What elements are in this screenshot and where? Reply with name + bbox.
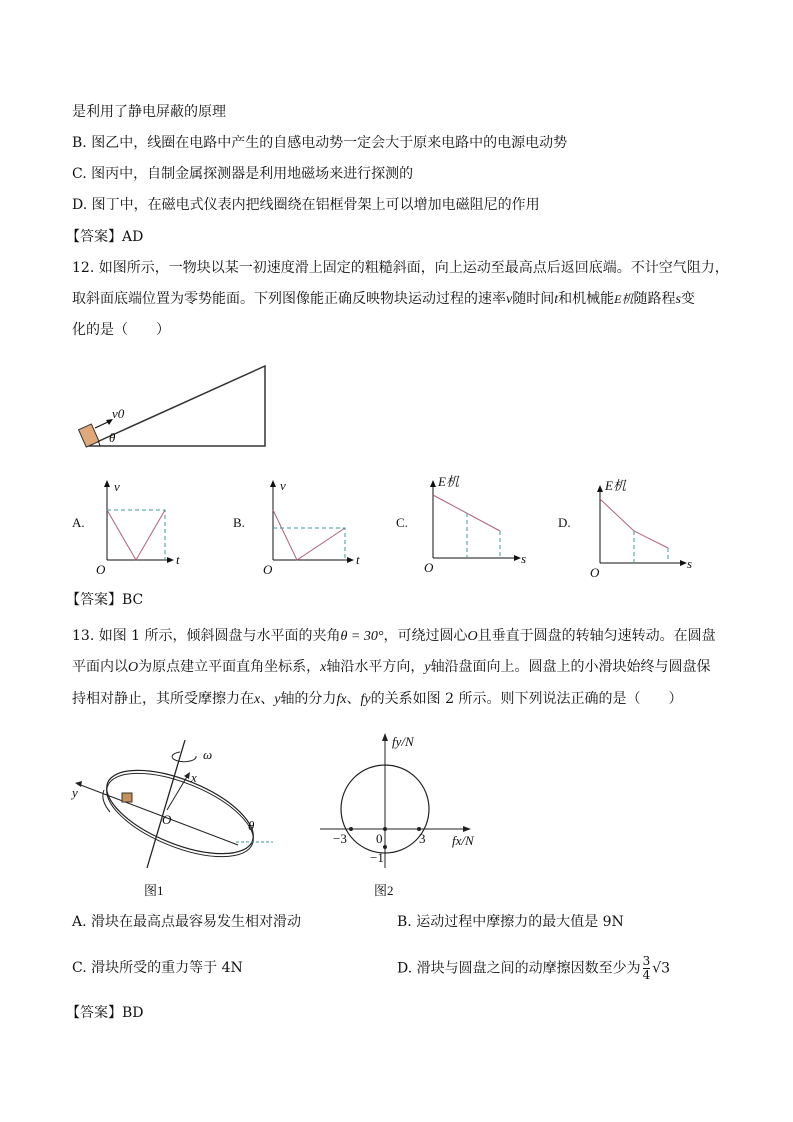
q12-stem-line3: 化的是（ ） xyxy=(72,322,170,338)
var-e: E机 xyxy=(614,292,634,306)
q13-option-b: B. 运动过程中摩擦力的最大值是 9N xyxy=(397,914,624,930)
label-theta: θ xyxy=(248,818,255,833)
axis-label-x: s xyxy=(521,551,527,566)
label-x: x xyxy=(191,770,197,785)
text: 变 xyxy=(680,291,695,307)
tick-neg3: −3 xyxy=(333,831,347,846)
text: 且垂直于圆盘的转轴匀速转动。在圆盘 xyxy=(477,628,716,644)
var-s: s xyxy=(675,292,681,307)
q13-answer xyxy=(66,1003,144,1023)
var-x: x xyxy=(320,660,327,675)
tick-pos3: 3 xyxy=(419,831,426,846)
caption-fig1: 图1 xyxy=(144,883,164,898)
var-fx: fx xyxy=(336,692,347,707)
text: 、 xyxy=(260,691,275,707)
q12-stem-line1: 12. 如图所示，一物块以某一初速度滑上固定的粗糙斜面，向上运动至最高点后返回底端。不计空气阻力， xyxy=(72,260,729,276)
axis-label-y: v xyxy=(280,478,286,493)
q11-continuation: 是利用了静电屏蔽的原理 xyxy=(72,104,226,120)
theta-equation: θ = 30° xyxy=(340,629,384,644)
var-o: O xyxy=(467,629,478,644)
var-y: y xyxy=(424,660,431,675)
label-omega: ω xyxy=(203,747,213,762)
axis-label-y: E机 xyxy=(605,478,626,493)
q11-option-d: D. 图丁中，在磁电式仪表内把线圈绕在铝框骨架上可以增加电磁阻尼的作用 xyxy=(72,197,540,213)
answer-value: BC xyxy=(122,592,144,608)
text: 为原点建立平面直角坐标系， xyxy=(138,659,321,675)
var-y: y xyxy=(274,692,281,707)
text: 随路程 xyxy=(633,291,676,307)
text: 、 xyxy=(346,691,361,707)
var-t: t xyxy=(554,292,559,307)
answer-label: 【答案】 xyxy=(66,1005,122,1021)
origin-label: O xyxy=(424,560,434,575)
option-label: B. xyxy=(233,515,245,530)
fraction xyxy=(643,955,651,982)
answer-label: 【答案】 xyxy=(66,229,122,245)
caption-fig2: 图2 xyxy=(374,883,394,898)
label-theta: θ xyxy=(109,430,116,445)
sqrt: √3 xyxy=(652,960,671,977)
label-y: y xyxy=(72,785,78,800)
var-x: x xyxy=(254,692,261,707)
text: 轴沿盘面向上。圆盘上的小滑块始终与圆盘保 xyxy=(430,659,711,675)
q11-option-b: B. 图乙中，线圈在电路中产生的自感电动势一定会大于原来电路中的电源电动势 xyxy=(72,135,568,151)
origin-label: O xyxy=(263,562,273,577)
answer-value: BD xyxy=(122,1005,144,1021)
axis-label-fx: fx/N xyxy=(452,833,474,848)
option-label: C. xyxy=(396,515,408,530)
axis-label-x: t xyxy=(176,552,180,567)
text: 13. 如图 1 所示，倾斜圆盘与水平面的夹角 xyxy=(72,628,341,644)
text: 轴沿水平方向， xyxy=(326,659,425,675)
var-v: v xyxy=(506,292,513,307)
text: 和机械能 xyxy=(558,291,615,307)
text: 随时间 xyxy=(512,291,555,307)
q11-option-c: C. 图丙中，自制金属探测器是利用地磁场来进行探测的 xyxy=(72,166,414,182)
label-o: O xyxy=(162,812,172,827)
text: 的关系如图 2 所示。则下列说法正确的是（ ） xyxy=(370,691,683,707)
text: D. 滑块与圆盘之间的动摩擦因数至少为 xyxy=(397,960,641,977)
label-v0: v0 xyxy=(112,406,125,421)
axis-label-x: t xyxy=(356,552,360,567)
text: 平面内以 xyxy=(72,659,128,675)
q13-option-a: A. 滑块在最高点最容易发生相对滑动 xyxy=(72,914,302,930)
axis-label-x: s xyxy=(687,556,693,571)
text: 取斜面底端位置为零势能面。下列图像能正确反映物块运动过程的速率 xyxy=(72,291,506,307)
numerator: 3 xyxy=(642,954,651,968)
answer-value: AD xyxy=(122,229,144,245)
q13-option-d xyxy=(397,955,670,982)
origin-label: O xyxy=(590,565,600,580)
axis-label-y: v xyxy=(114,479,120,494)
tick-zero: 0 xyxy=(376,831,383,846)
q13-option-c: C. 滑块所受的重力等于 4N xyxy=(72,960,243,976)
text: 持相对静止，其所受摩擦力在 xyxy=(72,691,254,707)
var-fy: fy xyxy=(360,692,371,707)
axis-label-y: E机 xyxy=(438,474,459,489)
option-label: D. xyxy=(558,515,571,530)
tick-neg1: −1 xyxy=(370,850,384,865)
option-label: A. xyxy=(72,515,85,530)
origin-label: O xyxy=(96,562,106,577)
text: 轴的分力 xyxy=(280,691,337,707)
answer-label: 【答案】 xyxy=(66,592,122,608)
axis-label-fy: fy/N xyxy=(392,734,414,749)
text: ，可绕过圆心 xyxy=(383,628,468,644)
var-o: O xyxy=(128,660,139,675)
denominator: 4 xyxy=(642,968,651,982)
